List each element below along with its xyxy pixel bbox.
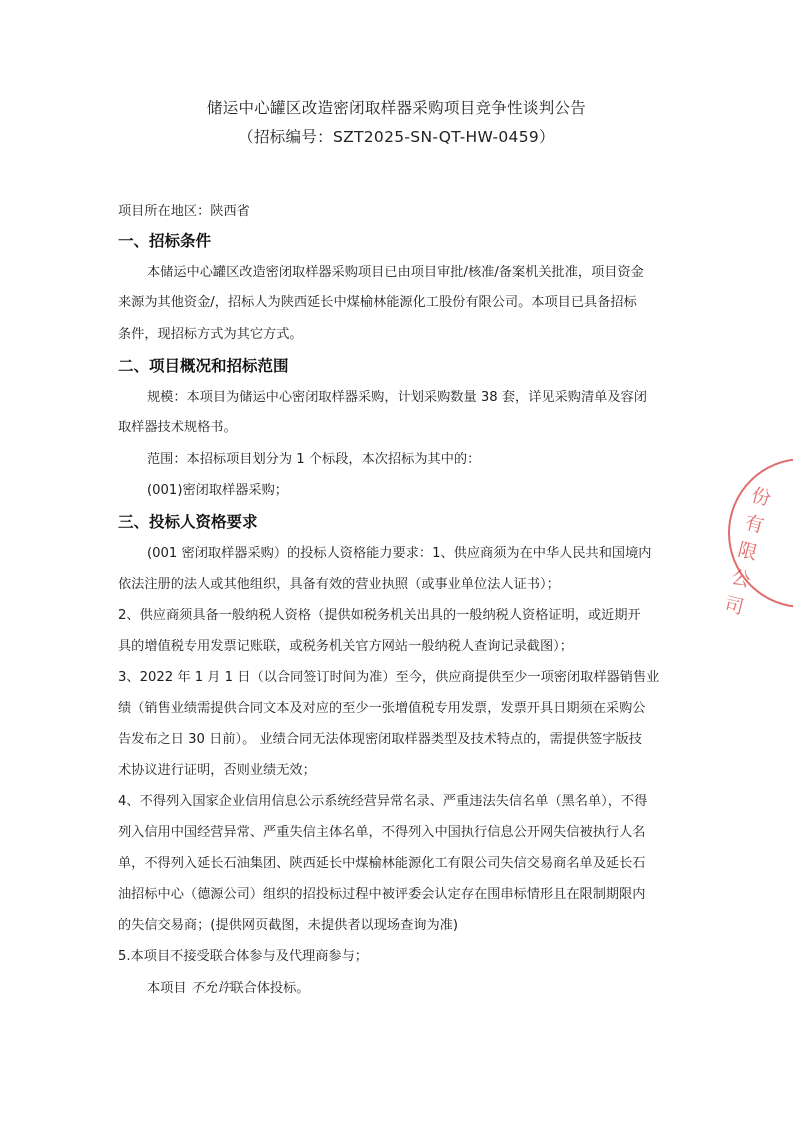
consortium-suffix: 联合体投标。: [230, 981, 310, 996]
sec3-line-6: 绩（销售业绩需提供合同文本及对应的至少一张增值税专用发票，发票开具日期须在采购公: [118, 701, 646, 716]
sec3-line-12: 油招标中心（德源公司）组织的招投标过程中被评委会认定存在围串标情形且在限制期限内: [118, 887, 646, 902]
sec2-line-3: 范围：本招标项目划分为 1 个标段，本次招标为其中的：: [147, 452, 481, 467]
section-3-heading: 三、投标人资格要求: [118, 513, 258, 531]
sec3-line-11: 单，不得列入延长石油集团、陕西延长中煤榆林能源化工有限公司失信交易商名单及延长石: [118, 856, 646, 871]
sec3-line-3: 2、供应商须具备一般纳税人资格（提供如税务机关出具的一般纳税人资格证明，或近期开: [118, 608, 641, 623]
sec3-line-9: 4、不得列入国家企业信用信息公示系统经营异常名录、严重违法失信名单（黑名单），不得: [118, 794, 648, 809]
consortium-prefix: 本项目: [147, 981, 191, 996]
seal-text: 份有限公司: [722, 484, 773, 619]
company-seal-stamp: [722, 458, 793, 619]
consortium-emphasis: 不允许: [190, 981, 231, 996]
bid-number: （招标编号：SZT2025-SN-QT-HW-0459）: [238, 128, 555, 146]
sec2-line-1: 规模：本项目为储运中心密闭取样器采购，计划采购数量 38 套，详见采购清单及容闭: [147, 390, 647, 405]
sec3-line-5: 3、2022 年 1 月 1 日（以合同签订时间为准）至今，供应商提供至少一项密闭取样器销售业: [118, 670, 660, 685]
project-region: 项目所在地区：陕西省: [118, 204, 250, 219]
consortium-statement: [147, 980, 309, 998]
sec1-line-3: 条件，现招标方式为其它方式。: [118, 327, 303, 342]
sec3-line-8: 术协议进行证明，否则业绩无效；: [118, 763, 316, 778]
section-1-heading: 一、招标条件: [118, 232, 212, 250]
sec3-line-14: 5.本项目不接受联合体参与及代理商参与；: [118, 949, 368, 964]
sec3-line-4: 具的增值税专用发票记账联，或税务机关官方网站一般纳税人查询记录截图）；: [118, 639, 573, 654]
sec3-line-13: 的失信交易商；(提供网页截图，未提供者以现场查询为准): [118, 918, 458, 933]
section-2-heading: 二、项目概况和招标范围: [118, 357, 289, 375]
sec1-line-1: 本储运中心罐区改造密闭取样器采购项目已由项目审批/核准/备案机关批准，项目资金: [147, 265, 644, 280]
sec2-line-2: 取样器技术规格书。: [118, 420, 237, 435]
document-title: 储运中心罐区改造密闭取样器采购项目竞争性谈判公告: [206, 99, 587, 117]
sec3-line-2: 依法注册的法人或其他组织，具备有效的营业执照（或事业单位法人证书）；: [118, 577, 560, 592]
sec1-line-2: 来源为其他资金/，招标人为陕西延长中煤榆林能源化工股份有限公司。本项目已具备招标: [118, 295, 637, 310]
sec3-line-1: (001 密闭取样器采购）的投标人资格能力要求：1、供应商须为在中华人民共和国境内: [147, 546, 652, 561]
sec3-line-7: 告发布之日 30 日前）。 业绩合同无法体现密闭取样器类型及技术特点的，需提供签字版技: [118, 732, 642, 747]
sec3-line-10: 列入信用中国经营异常、严重失信主体名单，不得列入中国执行信息公开网失信被执行人名: [118, 825, 646, 840]
sec2-line-4: (001)密闭取样器采购；: [147, 483, 288, 498]
